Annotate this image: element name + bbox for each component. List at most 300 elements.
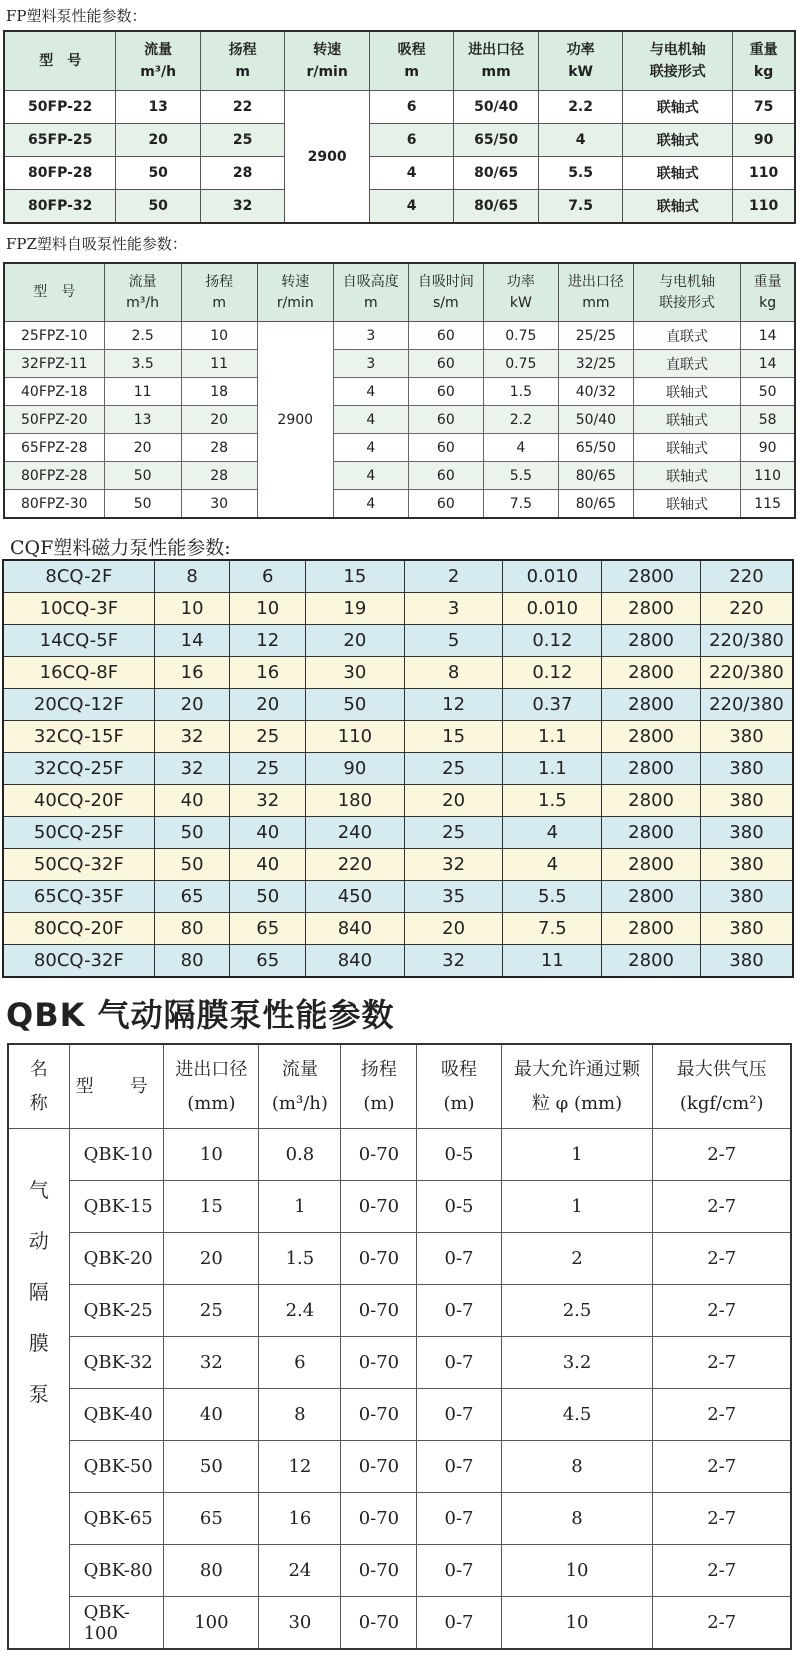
port-cell: 25/25 bbox=[558, 322, 633, 350]
power-cell: 4 bbox=[483, 434, 558, 462]
head-cell: 20 bbox=[181, 406, 257, 434]
qbk-header-cell-line2: 粒 φ (mm) bbox=[531, 1092, 623, 1114]
weight-cell: 14 bbox=[741, 322, 795, 350]
fpz-header-cell-line2: 联接形式 bbox=[659, 294, 716, 311]
qbk-header-cell-line2: 称 bbox=[29, 1092, 48, 1114]
table-cell: 2800 bbox=[602, 625, 701, 657]
table-cell: 2-7 bbox=[653, 1285, 791, 1337]
table-cell: 25 bbox=[230, 721, 306, 753]
table-cell: 32 bbox=[154, 721, 230, 753]
table-cell: 32 bbox=[230, 785, 306, 817]
connection-cell: 联轴式 bbox=[623, 190, 733, 224]
table-row bbox=[3, 721, 793, 753]
table-cell: 1 bbox=[259, 1181, 341, 1233]
table-cell: 0-7 bbox=[417, 1597, 501, 1650]
table-cell: 0-7 bbox=[417, 1545, 501, 1597]
table-cell: 2-7 bbox=[653, 1493, 791, 1545]
fpz-header-cell-line2: kW bbox=[509, 294, 532, 311]
table-cell: 0-70 bbox=[341, 1441, 417, 1493]
fp-header-cell-line2: m bbox=[404, 64, 419, 80]
qbk-header-cell-line1: 扬程 bbox=[360, 1058, 397, 1080]
table-cell: 380 bbox=[700, 721, 793, 753]
head-cell: 28 bbox=[181, 434, 257, 462]
table-cell: 220 bbox=[700, 560, 793, 593]
table-row bbox=[4, 124, 795, 157]
qbk-header-cell-line2: (m³/h) bbox=[271, 1092, 328, 1114]
table-cell: 0-7 bbox=[417, 1285, 501, 1337]
table-cell: 65 bbox=[230, 913, 306, 945]
suction-cell: 4 bbox=[369, 190, 453, 224]
port-cell: 50/40 bbox=[454, 91, 538, 124]
table-cell: 240 bbox=[306, 817, 405, 849]
table-cell: 2 bbox=[501, 1233, 653, 1285]
pump-name-char: 泵 bbox=[28, 1382, 49, 1406]
table-cell: 180 bbox=[306, 785, 405, 817]
table-cell: 0-7 bbox=[417, 1337, 501, 1389]
qbk-header-cell-line1: 进出口径 bbox=[175, 1058, 248, 1080]
fp-header-cell-line2: 联接形式 bbox=[649, 64, 706, 80]
lift-cell: 4 bbox=[333, 490, 408, 519]
qbk-header-cell bbox=[69, 1044, 164, 1129]
table-cell: 8CQ-2F bbox=[3, 560, 154, 593]
table-cell: 2-7 bbox=[653, 1441, 791, 1493]
qbk-header-cell-line1: 吸程 bbox=[441, 1058, 477, 1080]
fpz-header-cell bbox=[181, 263, 257, 322]
table-cell: 5 bbox=[404, 625, 503, 657]
lift-cell: 4 bbox=[333, 462, 408, 490]
table-cell: 32 bbox=[164, 1337, 259, 1389]
qbk-header-cell-line1: 流量 bbox=[281, 1058, 318, 1080]
table-cell: 840 bbox=[306, 945, 405, 978]
fp-header-cell-line2: mm bbox=[481, 64, 511, 80]
table-cell: 32 bbox=[404, 849, 503, 881]
lift-cell: 3 bbox=[333, 350, 408, 378]
fp-header-row bbox=[4, 31, 795, 91]
table-cell: 32CQ-15F bbox=[3, 721, 154, 753]
flow-cell: 20 bbox=[104, 434, 181, 462]
fp-header-cell bbox=[623, 31, 733, 91]
qbk-section-title: QBK 气动隔膜泵性能参数 bbox=[6, 996, 395, 1034]
power-cell: 7.5 bbox=[483, 490, 558, 519]
table-cell: 2-7 bbox=[653, 1129, 791, 1181]
qbk-header-cell-line1: 名 bbox=[29, 1058, 48, 1080]
table-cell: 380 bbox=[700, 849, 793, 881]
table-cell: 30 bbox=[259, 1597, 341, 1650]
fp-section-title: FP塑料泵性能参数： bbox=[6, 7, 147, 25]
qbk-header-cell bbox=[259, 1044, 341, 1129]
table-row bbox=[3, 593, 793, 625]
table-row bbox=[3, 560, 793, 593]
fp-header-cell-line2: m³/h bbox=[140, 64, 177, 80]
table-cell: 380 bbox=[700, 945, 793, 978]
table-cell: 80 bbox=[154, 913, 230, 945]
table-cell: 2800 bbox=[602, 785, 701, 817]
qbk-header-cell bbox=[8, 1044, 69, 1129]
qbk-header-cell-line1: 最大供气压 bbox=[676, 1058, 767, 1080]
model-cell: QBK-32 bbox=[69, 1337, 164, 1389]
table-cell: 12 bbox=[259, 1441, 341, 1493]
weight-cell: 115 bbox=[741, 490, 795, 519]
table-cell: 4 bbox=[503, 817, 602, 849]
power-cell: 7.5 bbox=[538, 190, 622, 224]
table-cell: 0-5 bbox=[417, 1129, 501, 1181]
fpz-header-cell-line1: 功率 bbox=[506, 273, 535, 290]
qbk-header-cell bbox=[653, 1044, 791, 1129]
fpz-header-cell-line2: m bbox=[363, 294, 378, 311]
table-cell: 10 bbox=[501, 1545, 653, 1597]
table-cell: 2-7 bbox=[653, 1181, 791, 1233]
fp-header-cell-line2: m bbox=[235, 64, 250, 80]
table-row bbox=[8, 1389, 791, 1441]
qbk-performance-table bbox=[7, 1043, 792, 1650]
flow-cell: 2.5 bbox=[104, 322, 181, 350]
table-cell: 100 bbox=[164, 1597, 259, 1650]
table-cell: 8 bbox=[404, 657, 503, 689]
weight-cell: 110 bbox=[741, 462, 795, 490]
head-cell: 28 bbox=[181, 462, 257, 490]
model-cell: QBK-65 bbox=[69, 1493, 164, 1545]
table-row bbox=[4, 91, 795, 124]
table-cell: 20 bbox=[404, 785, 503, 817]
time-cell: 60 bbox=[408, 434, 483, 462]
table-cell: 0.010 bbox=[503, 593, 602, 625]
table-cell: 1.5 bbox=[259, 1233, 341, 1285]
fpz-header-cell bbox=[483, 263, 558, 322]
fpz-header-cell bbox=[408, 263, 483, 322]
table-row bbox=[8, 1181, 791, 1233]
table-cell: 0.010 bbox=[503, 560, 602, 593]
table-cell: 15 bbox=[164, 1181, 259, 1233]
model-cell: 80FPZ-28 bbox=[4, 462, 104, 490]
weight-cell: 58 bbox=[741, 406, 795, 434]
fpz-header-row bbox=[4, 263, 795, 322]
fp-header-cell-line1: 型 号 bbox=[39, 53, 82, 69]
table-cell: 65 bbox=[230, 945, 306, 978]
model-cell: 32FPZ-11 bbox=[4, 350, 104, 378]
pump-name-cell bbox=[8, 1129, 69, 1650]
table-cell: 50 bbox=[154, 817, 230, 849]
table-cell: 8 bbox=[154, 560, 230, 593]
fpz-section-title: FPZ塑料自吸泵性能参数： bbox=[6, 235, 187, 253]
table-row bbox=[4, 434, 795, 462]
table-cell: 8 bbox=[501, 1441, 653, 1493]
table-row bbox=[8, 1337, 791, 1389]
table-cell: 40 bbox=[164, 1389, 259, 1441]
table-cell: 380 bbox=[700, 785, 793, 817]
head-cell: 30 bbox=[181, 490, 257, 519]
table-cell: 2-7 bbox=[653, 1337, 791, 1389]
table-cell: 20 bbox=[404, 913, 503, 945]
model-cell: QBK-100 bbox=[69, 1597, 164, 1650]
table-row bbox=[8, 1545, 791, 1597]
weight-cell: 90 bbox=[733, 124, 795, 157]
table-cell: 0.8 bbox=[259, 1129, 341, 1181]
table-cell: 50CQ-25F bbox=[3, 817, 154, 849]
fpz-header-cell-line2: kg bbox=[759, 294, 777, 311]
connection-cell: 联轴式 bbox=[623, 157, 733, 190]
table-row bbox=[3, 849, 793, 881]
table-cell: 840 bbox=[306, 913, 405, 945]
table-cell: 450 bbox=[306, 881, 405, 913]
table-cell: 0.12 bbox=[503, 625, 602, 657]
table-cell: 16 bbox=[259, 1493, 341, 1545]
fp-header-cell bbox=[538, 31, 622, 91]
power-cell: 1.5 bbox=[483, 378, 558, 406]
table-cell: 40 bbox=[230, 849, 306, 881]
port-cell: 50/40 bbox=[558, 406, 633, 434]
power-cell: 2.2 bbox=[483, 406, 558, 434]
qbk-header-row bbox=[8, 1044, 791, 1129]
model-cell: QBK-20 bbox=[69, 1233, 164, 1285]
fpz-performance-table bbox=[3, 262, 796, 519]
port-cell: 40/32 bbox=[558, 378, 633, 406]
fp-header-cell bbox=[454, 31, 538, 91]
model-cell: QBK-80 bbox=[69, 1545, 164, 1597]
table-cell: 6 bbox=[259, 1337, 341, 1389]
model-cell: QBK-10 bbox=[69, 1129, 164, 1181]
model-cell: 65FPZ-28 bbox=[4, 434, 104, 462]
fp-header-cell-line1: 与电机轴 bbox=[649, 42, 706, 58]
table-cell: 32CQ-25F bbox=[3, 753, 154, 785]
connection-cell: 联轴式 bbox=[633, 434, 740, 462]
table-cell: 2800 bbox=[602, 657, 701, 689]
table-cell: 1 bbox=[501, 1181, 653, 1233]
table-cell: 220/380 bbox=[700, 625, 793, 657]
table-cell: 5.5 bbox=[503, 881, 602, 913]
table-cell: 2800 bbox=[602, 817, 701, 849]
fpz-header-cell-line1: 自吸高度 bbox=[342, 273, 399, 290]
table-row bbox=[3, 657, 793, 689]
table-cell: 2800 bbox=[602, 753, 701, 785]
flow-cell: 11 bbox=[104, 378, 181, 406]
table-cell: 0-70 bbox=[341, 1389, 417, 1441]
table-cell: 10 bbox=[164, 1129, 259, 1181]
weight-cell: 110 bbox=[733, 157, 795, 190]
lift-cell: 4 bbox=[333, 378, 408, 406]
table-cell: 11 bbox=[503, 945, 602, 978]
table-cell: 0-7 bbox=[417, 1389, 501, 1441]
table-row bbox=[3, 785, 793, 817]
connection-cell: 直联式 bbox=[633, 322, 740, 350]
table-cell: 25 bbox=[230, 753, 306, 785]
fp-header-cell-line2: kW bbox=[568, 64, 593, 80]
table-cell: 80 bbox=[154, 945, 230, 978]
fp-header-cell-line2: kg bbox=[753, 64, 774, 80]
time-cell: 60 bbox=[408, 462, 483, 490]
table-cell: 2-7 bbox=[653, 1545, 791, 1597]
qbk-header-cell-line2: (m) bbox=[363, 1092, 395, 1114]
model-cell: QBK-15 bbox=[69, 1181, 164, 1233]
table-cell: 0-70 bbox=[341, 1493, 417, 1545]
time-cell: 60 bbox=[408, 378, 483, 406]
fpz-header-cell-line2: m bbox=[212, 294, 226, 311]
fpz-header-cell bbox=[333, 263, 408, 322]
table-cell: 2800 bbox=[602, 689, 701, 721]
table-row bbox=[4, 406, 795, 434]
table-cell: 16 bbox=[154, 657, 230, 689]
table-cell: 14 bbox=[154, 625, 230, 657]
fp-header-cell-line1: 进出口径 bbox=[468, 42, 525, 58]
table-cell: 0-70 bbox=[341, 1181, 417, 1233]
port-cell: 65/50 bbox=[454, 124, 538, 157]
table-cell: 1.5 bbox=[503, 785, 602, 817]
fp-header-cell bbox=[285, 31, 369, 91]
model-cell: 80FP-28 bbox=[4, 157, 116, 190]
pump-name-char: 气 bbox=[28, 1178, 49, 1202]
flow-cell: 50 bbox=[116, 190, 200, 224]
table-row bbox=[3, 913, 793, 945]
table-cell: 2800 bbox=[602, 945, 701, 978]
table-cell: 3 bbox=[404, 593, 503, 625]
time-cell: 60 bbox=[408, 322, 483, 350]
table-cell: 10 bbox=[501, 1597, 653, 1650]
table-cell: 380 bbox=[700, 817, 793, 849]
connection-cell: 联轴式 bbox=[633, 406, 740, 434]
fpz-header-cell-line2: mm bbox=[582, 294, 610, 311]
fp-header-cell bbox=[4, 31, 116, 91]
table-cell: 65CQ-35F bbox=[3, 881, 154, 913]
weight-cell: 110 bbox=[733, 190, 795, 224]
table-row bbox=[4, 190, 795, 224]
fpz-header-cell-line1: 与电机轴 bbox=[659, 273, 716, 290]
table-cell: 32 bbox=[154, 753, 230, 785]
lift-cell: 4 bbox=[333, 434, 408, 462]
connection-cell: 联轴式 bbox=[623, 91, 733, 124]
weight-cell: 75 bbox=[733, 91, 795, 124]
fpz-header-cell-line1: 自吸时间 bbox=[417, 273, 474, 290]
fp-header-cell bbox=[733, 31, 795, 91]
table-row bbox=[4, 462, 795, 490]
model-cell: QBK-50 bbox=[69, 1441, 164, 1493]
table-row bbox=[3, 753, 793, 785]
suction-cell: 6 bbox=[369, 124, 453, 157]
pump-name-char: 膜 bbox=[28, 1331, 49, 1355]
table-cell: 3.2 bbox=[501, 1337, 653, 1389]
port-cell: 80/65 bbox=[558, 490, 633, 519]
table-cell: 0-5 bbox=[417, 1181, 501, 1233]
table-cell: 24 bbox=[259, 1545, 341, 1597]
table-cell: 0-70 bbox=[341, 1129, 417, 1181]
table-cell: 20 bbox=[306, 625, 405, 657]
table-cell: 0-7 bbox=[417, 1493, 501, 1545]
table-cell: 2-7 bbox=[653, 1597, 791, 1650]
port-cell: 80/65 bbox=[454, 190, 538, 224]
table-cell: 65 bbox=[154, 881, 230, 913]
table-cell: 65 bbox=[164, 1493, 259, 1545]
fpz-header-cell-line1: 转速 bbox=[281, 273, 310, 290]
fp-header-cell-line1: 转速 bbox=[313, 42, 342, 58]
connection-cell: 联轴式 bbox=[633, 462, 740, 490]
model-cell: QBK-40 bbox=[69, 1389, 164, 1441]
table-cell: 380 bbox=[700, 913, 793, 945]
table-cell: 2.4 bbox=[259, 1285, 341, 1337]
table-row bbox=[8, 1441, 791, 1493]
table-cell: 2 bbox=[404, 560, 503, 593]
table-row bbox=[4, 378, 795, 406]
head-cell: 18 bbox=[181, 378, 257, 406]
connection-cell: 联轴式 bbox=[633, 378, 740, 406]
table-cell: 25 bbox=[404, 817, 503, 849]
table-cell: 220 bbox=[700, 593, 793, 625]
table-cell: 2800 bbox=[602, 721, 701, 753]
fpz-header-cell bbox=[257, 263, 333, 322]
fp-header-cell-line1: 扬程 bbox=[228, 42, 257, 58]
table-cell: 2-7 bbox=[653, 1389, 791, 1441]
model-cell: 40FPZ-18 bbox=[4, 378, 104, 406]
table-cell: 2-7 bbox=[653, 1233, 791, 1285]
table-cell: 1.1 bbox=[503, 753, 602, 785]
fpz-header-cell-line2: m³/h bbox=[126, 294, 160, 311]
port-cell: 65/50 bbox=[558, 434, 633, 462]
table-cell: 16 bbox=[230, 657, 306, 689]
time-cell: 60 bbox=[408, 350, 483, 378]
power-cell: 0.75 bbox=[483, 350, 558, 378]
table-cell: 19 bbox=[306, 593, 405, 625]
table-cell: 1.1 bbox=[503, 721, 602, 753]
qbk-header-cell-line1: 型 号 bbox=[75, 1075, 148, 1097]
power-cell: 2.2 bbox=[538, 91, 622, 124]
fpz-header-cell-line2: s/m bbox=[433, 294, 459, 311]
model-cell: QBK-25 bbox=[69, 1285, 164, 1337]
table-cell: 220 bbox=[306, 849, 405, 881]
table-row bbox=[8, 1129, 791, 1181]
time-cell: 60 bbox=[408, 490, 483, 519]
table-cell: 32 bbox=[404, 945, 503, 978]
power-cell: 5.5 bbox=[538, 157, 622, 190]
table-row bbox=[4, 157, 795, 190]
qbk-header-cell bbox=[417, 1044, 501, 1129]
cqf-section-title: CQF塑料磁力泵性能参数: bbox=[10, 537, 231, 559]
pump-name-char: 动 bbox=[28, 1229, 49, 1253]
table-cell: 2.5 bbox=[501, 1285, 653, 1337]
table-row bbox=[3, 945, 793, 978]
fp-header-cell-line1: 流量 bbox=[144, 42, 173, 58]
table-cell: 0-7 bbox=[417, 1233, 501, 1285]
suction-cell: 6 bbox=[369, 91, 453, 124]
lift-cell: 3 bbox=[333, 322, 408, 350]
flow-cell: 13 bbox=[104, 406, 181, 434]
fp-performance-table bbox=[3, 30, 796, 224]
table-cell: 2800 bbox=[602, 560, 701, 593]
table-cell: 6 bbox=[230, 560, 306, 593]
table-cell: 4.5 bbox=[501, 1389, 653, 1441]
model-cell: 25FPZ-10 bbox=[4, 322, 104, 350]
table-row bbox=[4, 490, 795, 519]
weight-cell: 14 bbox=[741, 350, 795, 378]
connection-cell: 联轴式 bbox=[623, 124, 733, 157]
head-cell: 28 bbox=[200, 157, 284, 190]
table-cell: 20 bbox=[164, 1233, 259, 1285]
qbk-header-cell bbox=[164, 1044, 259, 1129]
head-cell: 11 bbox=[181, 350, 257, 378]
flow-cell: 20 bbox=[116, 124, 200, 157]
port-cell: 80/65 bbox=[558, 462, 633, 490]
power-cell: 4 bbox=[538, 124, 622, 157]
table-cell: 8 bbox=[259, 1389, 341, 1441]
fpz-header-cell bbox=[104, 263, 181, 322]
table-cell: 80 bbox=[164, 1545, 259, 1597]
table-cell: 25 bbox=[164, 1285, 259, 1337]
pump-name-char: 隔 bbox=[28, 1280, 49, 1304]
table-cell: 20CQ-12F bbox=[3, 689, 154, 721]
fpz-header-cell-line1: 流量 bbox=[128, 273, 157, 290]
table-cell: 50 bbox=[164, 1441, 259, 1493]
fpz-header-cell-line2: r/min bbox=[276, 294, 314, 311]
table-cell: 50 bbox=[154, 849, 230, 881]
table-cell: 50CQ-32F bbox=[3, 849, 154, 881]
head-cell: 22 bbox=[200, 91, 284, 124]
table-cell: 80CQ-32F bbox=[3, 945, 154, 978]
